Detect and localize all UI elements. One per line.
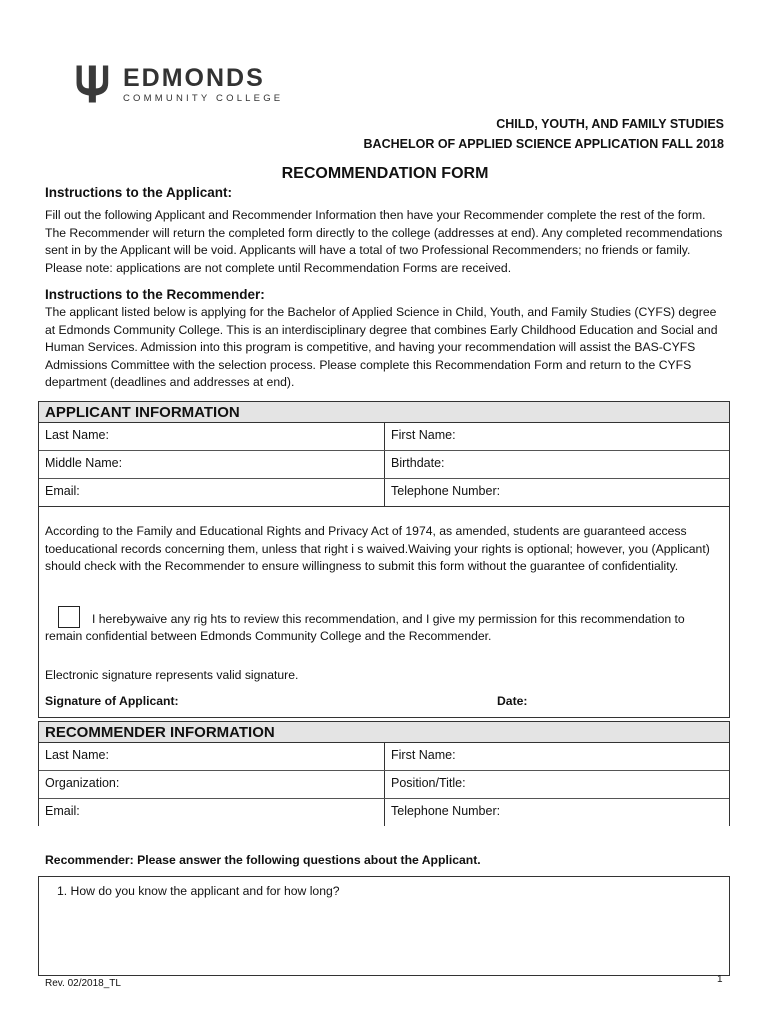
waiver-checkbox[interactable] (58, 606, 80, 628)
applicant-instructions-text: Fill out the following Applicant and Recommender Information then have your Recommender complete the rest of the form. The Recommender will return the completed form directly to the college (addresses at end). Any completed recommendations sent in by the Applicant will be void. Applicants will have a total of two Professional Recommenders; no friends or family. Please note: applications are not complete until Recommendation Forms are received. (45, 208, 723, 275)
questions-heading: Recommender: Please answer the following questions about the Applicant. (45, 853, 481, 867)
recommender-info-heading: RECOMMENDER INFORMATION (38, 721, 730, 743)
table-row (39, 451, 729, 479)
applicant-info-heading: APPLICANT INFORMATION (38, 401, 730, 423)
logo-subtitle: COMMUNITY COLLEGE (123, 93, 284, 104)
question-1-text: 1. How do you know the applicant and for how long? (57, 884, 340, 898)
recommender-instructions-text: The applicant listed below is applying for the Bachelor of Applied Science in Child, Youth, and Family Studies (CYFS) degree at Edmonds Community College. This is an interdisciplinary degree that combines Early Childhood Education and Social and Human Services. Admission into this program is competitive, and having your recommendation will assist the BAS-CYFS Admissions Committee with the selection process. Please complete this Recommendation Form and return to the CYFS department (deadlines and addresses at end). (45, 305, 718, 389)
table-row (39, 479, 729, 506)
recommender-telephone-field[interactable]: Telephone Number: (391, 804, 501, 818)
trident-logo-icon (72, 62, 118, 106)
recommender-email-field[interactable]: Email: (39, 799, 385, 826)
table-row (39, 423, 729, 451)
form-title: RECOMMENDATION FORM (281, 165, 489, 182)
recommender-organization-field[interactable]: Organization: (39, 771, 385, 798)
applicant-middle-name-field[interactable]: Middle Name: (39, 451, 385, 478)
applicant-birthdate-field[interactable]: Birthdate: (391, 456, 445, 470)
applicant-date-field[interactable]: Date: (497, 694, 528, 708)
table-row (39, 743, 729, 771)
applicant-last-name-field[interactable]: Last Name: (39, 423, 385, 450)
table-row (39, 771, 729, 799)
applicant-email-field[interactable]: Email: (39, 479, 385, 506)
applicant-info-grid (38, 423, 730, 507)
program-title: CHILD, YOUTH, AND FAMILY STUDIES (496, 117, 724, 131)
recommender-last-name-field[interactable]: Last Name: (39, 743, 385, 770)
applicant-instructions-heading: Instructions to the Applicant: (45, 185, 232, 200)
table-row (39, 799, 729, 826)
recommender-instructions-heading: Instructions to the Recommender: (45, 287, 265, 302)
applicant-telephone-field[interactable]: Telephone Number: (391, 484, 501, 498)
logo-name: EDMONDS (123, 64, 265, 92)
recommender-info-grid (38, 743, 730, 826)
ferpa-text: According to the Family and Educational Rights and Privacy Act of 1974, as amended, students are guaranteed access toeducational records concerning them, unless that right i s waived.Waiving your rights is optional; however, you (Applicant) should check with the Recommender to ensure willingness to submit this form without the guarantee of confidentiality. (45, 524, 710, 573)
recommender-position-field[interactable]: Position/Title: (391, 776, 466, 790)
revision-label: Rev. 02/2018_TL (45, 978, 121, 989)
applicant-first-name-field[interactable]: First Name: (391, 428, 456, 442)
esignature-note: Electronic signature represents valid signature. (45, 668, 299, 682)
applicant-signature-field[interactable]: Signature of Applicant: (45, 694, 179, 708)
page-number: 1 (717, 974, 723, 985)
waiver-text-line1: I herebywaive any rig hts to review this recommendation, and I give my permission for this recommendation to (92, 612, 685, 626)
recommender-first-name-field[interactable]: First Name: (391, 748, 456, 762)
waiver-text-line2: remain confidential between Edmonds Community College and the Recommender. (45, 629, 492, 643)
application-term: BACHELOR OF APPLIED SCIENCE APPLICATION FALL 2018 (363, 137, 724, 151)
